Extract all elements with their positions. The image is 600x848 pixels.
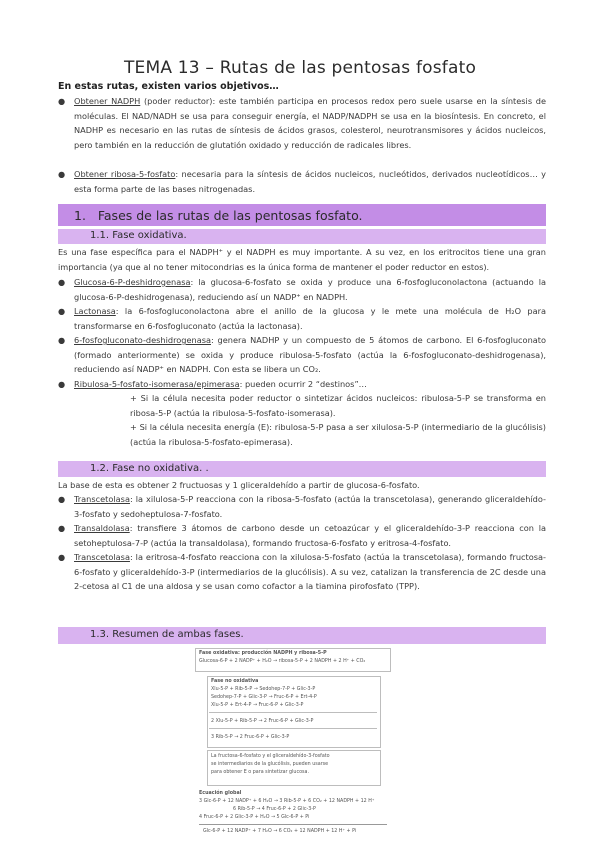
nonoxidative-item <box>58 492 546 521</box>
fig-ox-equation: Glucosa-6-P + 2 NADP⁺ + H₂O → ribosa-5-P + 2 NADPH + 2 H⁺ + CO₂ <box>199 659 366 664</box>
objective-item <box>58 94 546 152</box>
bullet-dot: ● <box>58 306 66 316</box>
fig-divider <box>209 728 377 729</box>
fig-nonox-sum: 3 Rib-5-P → 2 Fruc-6-P + Glic-3-P <box>211 735 290 740</box>
page-title: TEMA 13 – Rutas de las pentosas fosfato <box>123 58 477 78</box>
nonoxidative-item <box>58 521 546 550</box>
nonoxidative-item <box>58 550 546 594</box>
fig-global-line: 3 Glc-6-P + 12 NADP⁺ + 6 H₂O → 3 Rib-5-P + 6 CO₂ + 12 NADPH + 12 H⁺ <box>199 799 375 804</box>
enzyme-text: : la glucosa-6-fosfato se oxida y produce una 6-fosfogluconolactona (actuando la glucosa-6-P-deshidrogenasa), reduciendo así un NADP⁺ en NADPH. <box>74 277 546 302</box>
enzyme-name: Lactonasa <box>74 306 116 316</box>
fig-note-line: para obtener E o para sintetizar glucosa. <box>211 770 309 775</box>
enzyme-name: Transaldolasa <box>74 523 130 533</box>
oxidative-intro: Es una fase específica para el NADPH⁺ y el NADPH es muy importante. A su vez, en los eritrocitos tiene una gran importancia (ya que al no tener mitocondrias es la única forma de mantener el poder reductor en estos). <box>58 247 546 272</box>
bullet-dot: ● <box>58 169 66 179</box>
objective-item <box>58 167 546 196</box>
subsection-1-2-title: 1.2. Fase no oxidativa. . <box>90 463 209 474</box>
fig-global-total: Glc-6-P + 12 NADP⁺ + 7 H₂O → 6 CO₂ + 12 NADPH + 12 H⁺ + Pi <box>203 829 357 834</box>
enzyme-name: Transcetolasa <box>74 494 130 504</box>
enzyme-text: : pueden ocurrir 2 “destinos”… <box>239 379 367 389</box>
destino-2: + Si la célula necesita energía (E): ribulosa-5-P pasa a ser xilulosa-5-P (intermediario de la glucólisis) (actúa la ribulosa-5-fosfato-epimerasa). <box>130 422 546 447</box>
fig-divider <box>209 712 377 713</box>
objective-text: (poder reductor): este también participa en procesos redox pero suele usarse en la síntesis de moléculas. El NAD/NADH se usa para conseguir energía, el NADP/NADPH se usa en la biosíntesis. En concreto, el NADHP es necesario en las rutas de síntesis de ácidos grasos, colesterol, neurotransmisores y ácidos nucleicos, pero también en la reducción de glutatión oxidado y reducción de radicales libres. <box>74 96 546 150</box>
nonoxidative-intro: La base de esta es obtener 2 fructuosas y 1 gliceraldehído a partir de glucosa-6-fosfato. <box>58 480 420 490</box>
enzyme-text: : la eritrosa-4-fosfato reacciona con la xilulosa-5-fosfato (actúa la transcetolasa), formando fructosa-6-fosfato y gliceraldehído-3-P (intermediarios de la glucólisis). A su vez, catalizan la transferencia de 2C desde una 2-cetosa al C1 de una aldosa y se usan como cofactor a la tiamina pirofosfato (TPP). <box>74 552 546 592</box>
fig-global-title: Ecuación global <box>199 791 242 796</box>
summary-figure <box>193 646 393 848</box>
bullet-dot: ● <box>58 494 66 504</box>
intro-heading: En estas rutas, existen varios objetivos… <box>58 81 279 92</box>
enzyme-text: : la xilulosa-5-P reacciona con la ribosa-5-fosfato (actúa la transcetolasa), generando gliceraldehído-3-fosfato y sedoheptulosa-7-fosfato. <box>74 494 546 519</box>
fig-note-line: La fructosa-6-fosfato y el gliceraldehído-3-fosfato <box>211 754 330 759</box>
section-1-title <box>74 208 362 223</box>
section-1-text: Fases de las rutas de las pentosas fosfato. <box>97 208 363 223</box>
bullet-dot: ● <box>58 335 66 345</box>
fig-ox-title: Fase oxidativa: producción NADPH y ribosa-5-P <box>199 651 327 656</box>
bullet-dot: ● <box>58 523 66 533</box>
fig-global-line: 6 Rib-5-P → 4 Fruc-6-P + 2 Glic-3-P <box>233 807 316 812</box>
fig-nonox-line: Sedohep-7-P + Glic-3-P → Fruc-6-P + Ert-4-P <box>211 695 317 700</box>
subsection-1-1-title: 1.1. Fase oxidativa. <box>90 230 187 241</box>
fig-nonox-line: Xlu-5-P + Rib-5-P → Sedohep-7-P + Glic-3-P <box>211 687 316 692</box>
fig-global-line: 4 Fruc-6-P + 2 Glic-3-P + H₂O → 5 Glc-6-P + Pi <box>199 815 310 820</box>
enzyme-name: Ribulosa-5-fosfato-isomerasa/epimerasa <box>74 379 240 389</box>
enzyme-name: Glucosa-6-P-deshidrogenasa <box>74 277 191 287</box>
subsection-1-3-title: 1.3. Resumen de ambas fases. <box>90 629 244 640</box>
enzyme-text: : la 6-fosfogluconolactona abre el anillo de la glucosa y le mete una molécula de H₂O para transformarse en 6-fosfogluconato (actúa la lactonasa). <box>74 306 546 331</box>
bullet-dot: ● <box>58 277 66 287</box>
oxidative-item <box>58 377 546 392</box>
fig-divider <box>199 824 387 825</box>
enzyme-text: : genera NADHP y un compuesto de 5 átomos de carbono. El 6-fosfogluconato (formado anteriormente) se oxida y produce ribulosa-5-fosfato (actúa la 6-fosfogluconato-deshidrogenasa), reduciendo así NADP⁺ en NADPH. Con esta se libera un CO₂. <box>74 335 546 375</box>
oxidative-item <box>58 333 546 377</box>
bullet-dot: ● <box>58 379 66 389</box>
enzyme-name: Transcetolasa <box>74 552 130 562</box>
objective-term: Obtener NADPH <box>74 96 141 106</box>
oxidative-item <box>58 304 546 333</box>
objective-text: : necesaria para la síntesis de ácidos nucleicos, nucleótidos, derivados nucleotídicos… y esta forma parte de las bases nitrogenadas. <box>74 169 546 194</box>
fig-nonox-sum: 2 Xlu-5-P + Rib-5-P → 2 Fruc-6-P + Glic-3-P <box>211 719 314 724</box>
fig-nonox-line: Xlu-5-P + Ert-4-P → Fruc-6-P + Glic-3-P <box>211 703 304 708</box>
section-1-number: 1. <box>74 208 86 223</box>
destino-1: + Si la célula necesita poder reductor o sintetizar ácidos nucleicos: ribulosa-5-P se transforma en ribosa-5-P (actúa la ribulosa-5-fosfato-isomerasa). <box>130 393 546 418</box>
fig-note-line: se intermediarios de la glucólisis, pueden usarse <box>211 762 329 767</box>
fig-nonox-title: Fase no oxidativa <box>211 679 259 684</box>
objective-term: Obtener ribosa-5-fosfato <box>74 169 176 179</box>
bullet-dot: ● <box>58 96 66 106</box>
enzyme-text: : transfiere 3 átomos de carbono desde un cetoazúcar y el gliceraldehído-3-P reacciona con la setoheptulosa-7-P (actúa la transaldolasa), formando fructosa-6-fosfato y eritrosa-4-fosfato. <box>74 523 546 548</box>
oxidative-item <box>58 275 546 304</box>
enzyme-name: 6-fosfogluconato-deshidrogenasa <box>74 335 211 345</box>
bullet-dot: ● <box>58 552 66 562</box>
